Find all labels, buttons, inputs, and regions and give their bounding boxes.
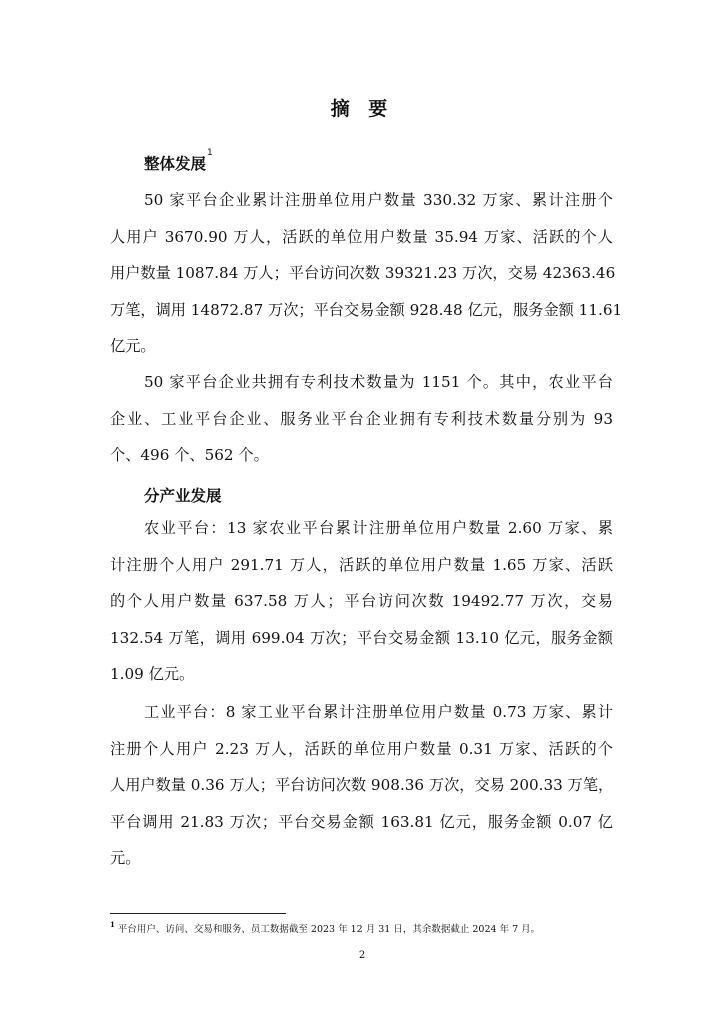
paragraph-line: 企业、工业平台企业、服务业平台企业拥有专利技术数量分别为 93 [110, 409, 613, 428]
paragraph-line: 的个人用户数量 637.58 万人；平台访问次数 19492.77 万次，交易 [110, 592, 613, 610]
paragraph-line: 用户数量 1087.84 万人；平台访问次数 39321.23 万次，交易 42363.46 [110, 264, 616, 282]
section-heading-by-industry: 分产业发展 [144, 487, 222, 505]
paragraph-line: 农业平台：13 家农业平台累计注册单位用户数量 2.60 万家、累 [144, 519, 613, 537]
paragraph-line: 注册个人用户 2.23 万人，活跃的单位用户数量 0.31 万家、活跃的个 [110, 739, 613, 758]
paragraph-line: 亿元。 [110, 337, 156, 355]
paragraph-line: 132.54 万笔，调用 699.04 万次；平台交易金额 13.10 亿元，服务金额 [110, 628, 613, 647]
section-heading-overall-text: 整体发展 [144, 155, 207, 173]
page-title: 摘 要 [330, 98, 394, 120]
paragraph-line: 元。 [110, 849, 141, 867]
paragraph-line: 万笔，调用 14872.87 万次；平台交易金额 928.48 亿元，服务金额 11.61 [110, 300, 623, 319]
footnote-reference[interactable]: 1 [207, 148, 213, 158]
paragraph-overall-patents [110, 364, 613, 474]
footnote-text: 平台用户、访问、交易和服务、员工数据截至 2023 年 12 月 31 日，其余数据截止 2024 年 7 月。 [117, 924, 541, 935]
section-heading-overall [144, 148, 213, 174]
paragraph-line: 50 家平台企业累计注册单位用户数量 330.32 万家、累计注册个 [144, 191, 613, 209]
paragraph-line: 计注册个人用户 291.71 万人，活跃的单位用户数量 1.65 万家、活跃 [110, 555, 613, 574]
paragraph-line: 平台调用 21.83 万次；平台交易金额 163.81 亿元，服务金额 0.07 亿 [110, 812, 613, 831]
footnote [110, 921, 540, 935]
footnote-marker: 1 [110, 920, 115, 929]
paragraph-line: 人用户 3670.90 万人，活跃的单位用户数量 35.94 万家、活跃的个人 [110, 227, 613, 246]
page-number: 2 [358, 950, 366, 961]
paragraph-line: 工业平台：8 家工业平台累计注册单位用户数量 0.73 万家、累计 [144, 703, 613, 721]
paragraph-overall-users [110, 182, 623, 365]
paragraph-line: 人用户数量 0.36 万人；平台访问次数 908.36 万次，交易 200.33 万笔， [110, 776, 614, 794]
footnote-divider [110, 913, 286, 914]
paragraph-agriculture-platform [110, 510, 613, 693]
paragraph-line: 50 家平台企业共拥有专利技术数量为 1151 个。其中，农业平台 [144, 373, 613, 391]
paragraph-line: 1.09 亿元。 [110, 665, 195, 683]
paragraph-line: 个、496 个、562 个。 [110, 446, 269, 464]
paragraph-industrial-platform [110, 694, 613, 877]
